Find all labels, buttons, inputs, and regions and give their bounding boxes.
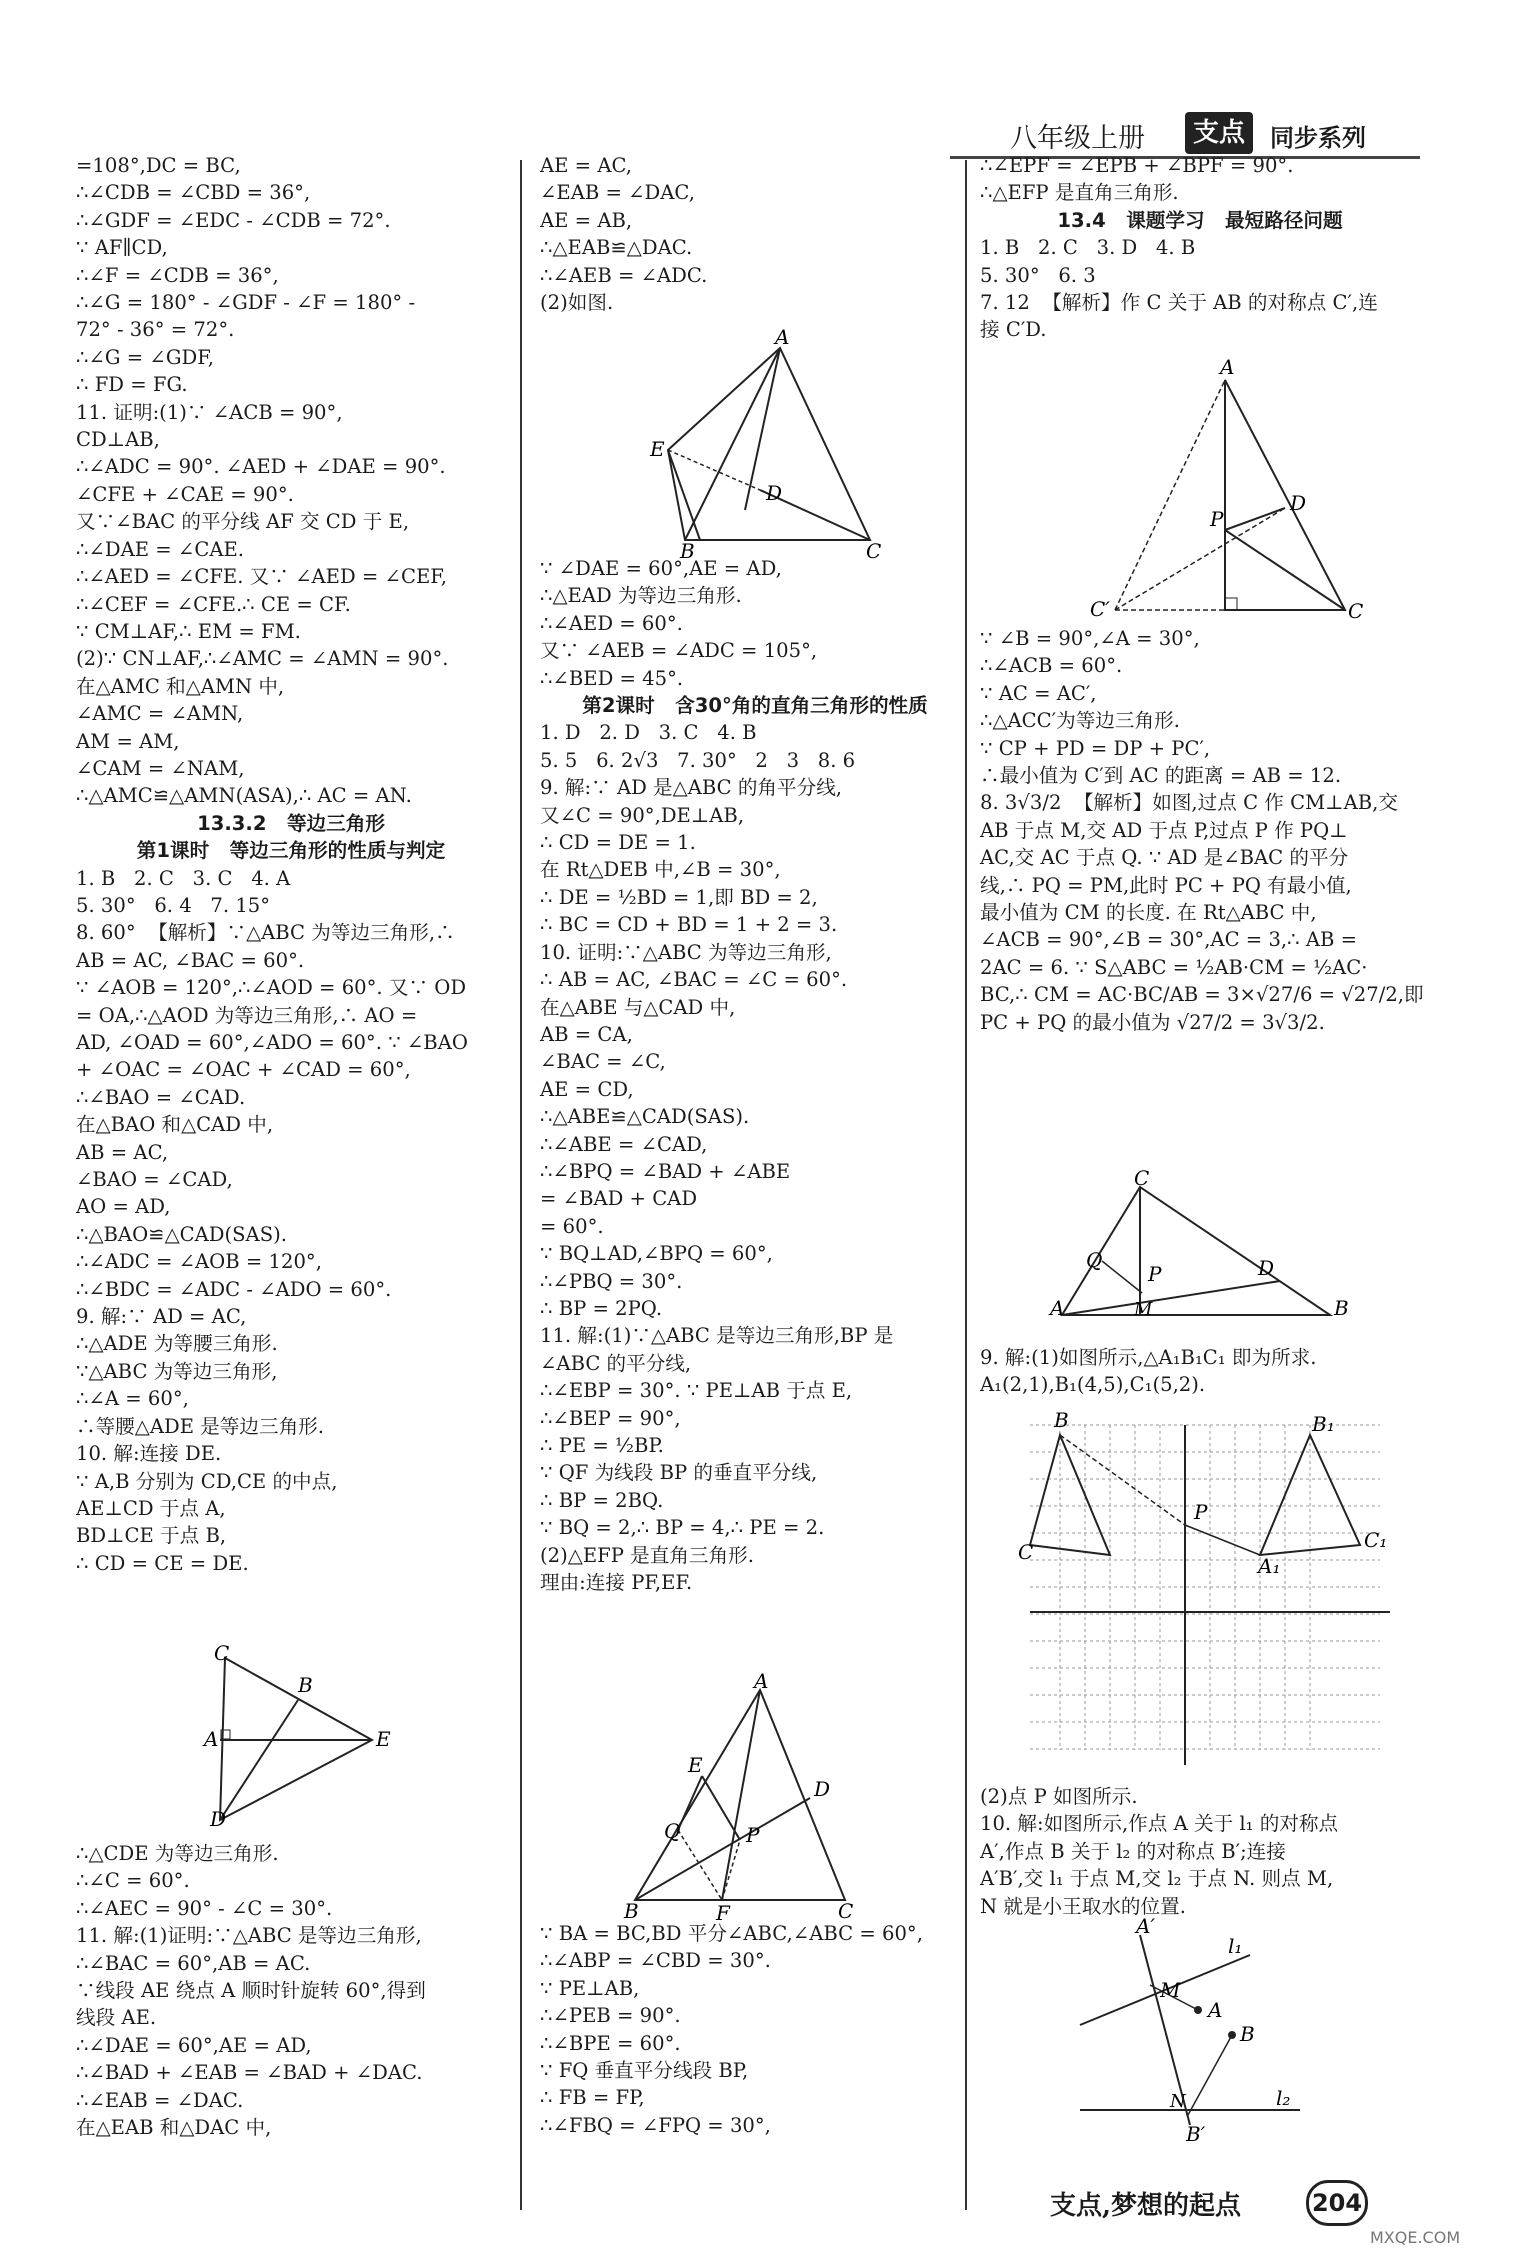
text-line: 11. 解:(1)证明:∵△ABC 是等边三角形,: [76, 1924, 422, 1948]
svg-text:A₁: A₁: [1258, 1554, 1281, 1578]
text-line: A′B′,交 l₁ 于点 M,交 l₂ 于点 N. 则点 M,: [980, 1867, 1334, 1891]
svg-text:C₁: C₁: [1364, 1528, 1388, 1552]
text-line: BD⊥CE 于点 B,: [76, 1524, 227, 1548]
figure-eabd: [640, 325, 890, 563]
svg-text:M: M: [1160, 1978, 1181, 2002]
text-line: ∴△EAD 为等边三角形.: [540, 584, 742, 608]
text-line: AB 于点 M,交 AD 于点 P,过点 P 作 PQ⊥: [980, 818, 1348, 842]
series-label: 同步系列: [1270, 124, 1366, 152]
text-line: ∴∠CEF = ∠CFE.∴ CE = CF.: [76, 592, 351, 616]
text-line: ∴∠ADC = ∠AOB = 120°,: [76, 1250, 322, 1274]
text-line: ∵ ∠AOB = 120°,∴∠AOD = 60°. 又∵ OD: [76, 976, 467, 1000]
text-line: AB = AC,: [76, 1140, 169, 1164]
svg-text:A: A: [1050, 1296, 1065, 1320]
text-line: ∠BAO = ∠CAD,: [76, 1168, 233, 1192]
svg-text:C: C: [214, 1641, 230, 1665]
svg-text:B: B: [298, 1673, 313, 1697]
text-line: = ∠BAD + CAD: [540, 1187, 698, 1211]
svg-text:C: C: [1018, 1540, 1034, 1564]
text-line: 在△ABE 与△CAD 中,: [540, 995, 736, 1019]
text-line: ∠BAC = ∠C,: [540, 1050, 666, 1074]
text-line: ∴∠F = ∠CDB = 36°,: [76, 263, 279, 287]
svg-text:D: D: [814, 1777, 831, 1801]
svg-text:A′: A′: [1136, 1914, 1155, 1938]
column-2-end: [540, 1920, 970, 2139]
figure-water-lines: [1060, 1915, 1320, 2145]
text-line: ∴ FB = FP,: [540, 2086, 645, 2110]
text-line: (2)△EFP 是直角三角形.: [540, 1543, 754, 1567]
text-line: = OA,∴△AOD 为等边三角形,∴ AO =: [76, 1003, 418, 1027]
text-line: ∴∠AED = ∠CFE. 又∵ ∠AED = ∠CEF,: [76, 565, 448, 589]
svg-text:E: E: [688, 1753, 703, 1777]
text-line: ∴ PE = ½BP.: [540, 1434, 664, 1457]
text-line: 7. 12 【解析】作 C 关于 AB 的对称点 C′,连: [980, 291, 1378, 315]
svg-text:B: B: [624, 1899, 639, 1923]
column-1: [76, 152, 506, 1577]
svg-text:N: N: [1170, 2091, 1186, 2112]
svg-text:B: B: [1334, 1296, 1349, 1320]
text-line: AE = AC,: [540, 154, 632, 177]
text-line: AD, ∠OAD = 60°,∠ADO = 60°. ∵ ∠BAO: [76, 1031, 468, 1054]
text-line: 理由:连接 PF,EF.: [540, 1571, 693, 1595]
svg-text:Q: Q: [664, 1819, 681, 1843]
text-line: ∴∠BAD + ∠EAB = ∠BAD + ∠DAC.: [76, 2061, 423, 2085]
text-line: 第2课时 含30°角的直角三角形的性质: [582, 694, 928, 718]
text-line: ∴∠EBP = 30°. ∵ PE⊥AB 于点 E,: [540, 1379, 853, 1403]
text-line: ∴△ABE≌△CAD(SAS).: [540, 1105, 750, 1129]
text-line: ∴∠FBQ = ∠FPQ = 30°,: [540, 2113, 771, 2137]
text-line: 又∵ ∠AEB = ∠ADC = 105°,: [540, 639, 818, 663]
text-line: ∴△EFP 是直角三角形.: [980, 181, 1179, 205]
text-line: ∵ ∠B = 90°,∠A = 30°,: [980, 627, 1200, 650]
text-line: N 就是小王取水的位置.: [980, 1894, 1186, 1918]
svg-text:C: C: [866, 539, 882, 563]
svg-text:P: P: [746, 1823, 760, 1847]
text-line: ∴∠AED = 60°.: [540, 611, 683, 635]
text-line: ∴△EAB≌△DAC.: [540, 236, 693, 260]
text-line: ∴ CD = DE = 1.: [540, 831, 696, 855]
text-line: ∠AMC = ∠AMN,: [76, 702, 244, 726]
column-3-continued: [980, 625, 1424, 1036]
text-line: ∴等腰△ADE 是等边三角形.: [76, 1414, 325, 1438]
text-line: ∴∠BPE = 60°.: [540, 2031, 681, 2055]
text-line: ∴∠BPQ = ∠BAD + ∠ABE: [540, 1159, 791, 1183]
text-line: ∴ BC = CD + BD = 1 + 2 = 3.: [540, 913, 838, 937]
figure-cmpq: [1050, 1166, 1350, 1320]
text-line: ∵ QF 为线段 BP 的垂直平分线,: [540, 1461, 818, 1485]
svg-text:F: F: [716, 1901, 730, 1925]
svg-text:B: B: [1054, 1408, 1069, 1432]
text-line: ∠EAB = ∠DAC,: [540, 181, 695, 205]
text-line: AE = CD,: [540, 1077, 634, 1101]
text-line: A₁(2,1),B₁(4,5),C₁(5,2).: [980, 1373, 1206, 1397]
text-line: 9. 解:∵ AD = AC,: [76, 1305, 247, 1329]
column-3: [980, 152, 1420, 344]
text-line: ∴ CD = CE = DE.: [76, 1551, 249, 1575]
text-line: 1. B 2. C 3. C 4. A: [76, 866, 291, 890]
text-line: ∴ DE = ½BD = 1,即 BD = 2,: [540, 885, 818, 909]
footer-slogan: 支点,梦想的起点: [1050, 2191, 1242, 2221]
text-line: ∵ CP + PD = DP + PC′,: [980, 736, 1211, 760]
svg-text:M: M: [1134, 1299, 1153, 1320]
figure-reflection-c: [1080, 355, 1364, 623]
text-line: + ∠OAC = ∠OAC + ∠CAD = 60°,: [76, 1058, 411, 1082]
svg-text:C: C: [838, 1899, 854, 1923]
text-line: 10. 解:连接 DE.: [76, 1442, 222, 1466]
svg-text:l₁: l₁: [1228, 1934, 1243, 1958]
text-line: ∴ AB = AC, ∠BAC = ∠C = 60°.: [540, 968, 848, 992]
text-line: 8. 3√3/2 【解析】如图,过点 C 作 CM⊥AB,交: [980, 791, 1398, 815]
text-line: ∵ BA = BC,BD 平分∠ABC,∠ABC = 60°,: [540, 1922, 923, 1945]
text-line: ∴ BP = 2BQ.: [540, 1488, 664, 1512]
svg-text:E: E: [376, 1727, 391, 1751]
text-line: ∴∠CDB = ∠CBD = 36°,: [76, 181, 311, 205]
svg-text:A: A: [775, 325, 790, 349]
text-line: ∵ FQ 垂直平分线段 BP,: [540, 2059, 749, 2083]
column-2: [540, 152, 970, 316]
text-line: 线段 AE.: [76, 2006, 157, 2030]
text-line: AE = AB,: [540, 208, 633, 232]
figure-coordinate-grid: [1020, 1405, 1400, 1775]
text-line: 11. 证明:(1)∵ ∠ACB = 90°,: [76, 400, 343, 424]
text-line: ∵ BQ = 2,∴ BP = 4,∴ PE = 2.: [540, 1516, 825, 1540]
svg-text:B: B: [680, 539, 695, 563]
text-line: AM = AM,: [76, 729, 180, 753]
text-line: 72° - 36° = 72°.: [76, 318, 235, 342]
text-line: ∴∠BED = 45°.: [540, 666, 684, 690]
svg-text:A: A: [1208, 1998, 1223, 2022]
text-line: ∴∠AEC = 90° - ∠C = 30°.: [76, 1896, 333, 1920]
text-line: 第1课时 等边三角形的性质与判定: [136, 839, 446, 863]
column-1-continued: [76, 1840, 506, 2141]
text-line: ∴∠PBQ = 30°.: [540, 1269, 683, 1293]
svg-text:P: P: [1194, 1500, 1208, 1524]
text-line: 在△EAB 和△DAC 中,: [76, 2116, 272, 2140]
column-3-q10: [980, 1783, 1420, 1920]
text-line: 5. 5 6. 2√3 7. 30° 2 3 8. 6: [540, 748, 856, 772]
text-line: ∴△ACC′为等边三角形.: [980, 709, 1180, 733]
text-line: ∴∠ADC = 90°. ∠AED + ∠DAE = 90°.: [76, 455, 446, 479]
text-line: 9. 解:∵ AD 是△ABC 的角平分线,: [540, 776, 843, 800]
column-3-q9: [980, 1344, 1420, 1399]
text-line: 1. B 2. C 3. D 4. B: [980, 236, 1196, 260]
svg-text:D: D: [210, 1807, 227, 1831]
text-line: AC,交 AC 于点 Q. ∵ AD 是∠BAC 的平分: [980, 846, 1349, 870]
text-line: 2AC = 6. ∵ S△ABC = ½AB·CM = ½AC·: [980, 955, 1368, 979]
text-line: (2)点 P 如图所示.: [980, 1785, 1138, 1808]
text-line: ∵ BQ⊥AD,∠BPQ = 60°,: [540, 1242, 773, 1266]
text-line: ∴∠BAC = 60°,AB = AC.: [76, 1951, 311, 1975]
text-line: 5. 30° 6. 4 7. 15°: [76, 893, 271, 917]
text-line: 接 C′D.: [980, 318, 1047, 342]
text-line: 又∠C = 90°,DE⊥AB,: [540, 803, 745, 827]
text-line: 8. 60° 【解析】∵△ABC 为等边三角形,∴: [76, 921, 455, 945]
text-line: ∵ AC = AC′,: [980, 681, 1097, 705]
text-line: ∴∠BAO = ∠CAD.: [76, 1085, 246, 1109]
text-line: ∴∠PEB = 90°.: [540, 2004, 681, 2028]
text-line: ∵ AF∥CD,: [76, 236, 168, 260]
column-2-continued: [540, 555, 970, 1596]
text-line: ∴∠A = 60°,: [76, 1387, 189, 1411]
svg-text:E: E: [650, 437, 665, 461]
text-line: ∴△CDE 为等边三角形.: [76, 1842, 279, 1865]
page-number: 204: [1306, 2180, 1368, 2226]
figure-cde-triangle: [190, 1641, 400, 1831]
text-line: AB = AC, ∠BAC = 60°.: [76, 948, 305, 972]
svg-text:A: A: [1220, 355, 1235, 379]
text-line: 13.3.2 等边三角形: [197, 811, 385, 835]
text-line: ∠CFE + ∠CAE = 90°.: [76, 482, 294, 506]
text-line: 又∵∠BAC 的平分线 AF 交 CD 于 E,: [76, 510, 410, 534]
brand-logo: 支点: [1185, 112, 1253, 154]
figure-equilateral-pq: [620, 1669, 854, 1925]
text-line: 在△AMC 和△AMN 中,: [76, 674, 285, 698]
svg-text:D: D: [1258, 1256, 1275, 1280]
text-line: ∴∠EPF = ∠EPB + ∠BPF = 90°.: [980, 154, 1294, 177]
text-line: A′,作点 B 关于 l₂ 的对称点 B′;连接: [980, 1839, 1286, 1863]
text-line: ∴∠C = 60°.: [76, 1869, 190, 1893]
text-line: ∵ A,B 分别为 CD,CE 的中点,: [76, 1469, 338, 1493]
svg-text:A: A: [204, 1727, 219, 1751]
text-line: ∴ BP = 2PQ.: [540, 1296, 663, 1320]
text-line: ∵ ∠DAE = 60°,AE = AD,: [540, 557, 782, 580]
svg-text:P: P: [1210, 507, 1224, 531]
svg-text:A: A: [754, 1669, 769, 1693]
text-line: ∴∠BDC = ∠ADC - ∠ADO = 60°.: [76, 1277, 392, 1301]
text-line: ∴△ADE 为等腰三角形.: [76, 1332, 278, 1356]
text-line: 线,∴ PQ = PM,此时 PC + PQ 有最小值,: [980, 873, 1352, 897]
text-line: ∴∠G = ∠GDF,: [76, 345, 214, 369]
text-line: (2)如图.: [540, 291, 614, 315]
text-line: ∴∠ABE = ∠CAD,: [540, 1132, 708, 1156]
text-line: PC + PQ 的最小值为 √27/2 = 3√3/2.: [980, 1010, 1325, 1034]
text-line: ∴∠EAB = ∠DAC.: [76, 2088, 244, 2112]
text-line: ∵ PE⊥AB,: [540, 1976, 640, 2000]
svg-text:D: D: [1290, 491, 1307, 515]
svg-text:B: B: [1240, 2022, 1255, 2046]
text-line: ∴∠ACB = 60°.: [980, 654, 1123, 678]
text-line: ∵△ABC 为等边三角形,: [76, 1359, 278, 1383]
text-line: ∴∠AEB = ∠ADC.: [540, 263, 708, 287]
column-divider-1: [520, 160, 522, 2210]
text-line: 13.4 课题学习 最短路径问题: [1057, 208, 1343, 232]
text-line: BC,∴ CM = AC·BC/AB = 3×√27/6 = √27/2,即: [980, 983, 1424, 1007]
text-line: (2)∵ CN⊥AF,∴∠AMC = ∠AMN = 90°.: [76, 647, 449, 671]
text-line: ∵线段 AE 绕点 A 顺时针旋转 60°,得到: [76, 1979, 426, 2003]
text-line: AO = AD,: [76, 1195, 171, 1219]
text-line: 在 Rt△DEB 中,∠B = 30°,: [540, 858, 781, 882]
text-line: ∴∠ABP = ∠CBD = 30°.: [540, 1949, 771, 1973]
svg-text:P: P: [1148, 1262, 1162, 1286]
text-line: 在△BAO 和△CAD 中,: [76, 1113, 274, 1137]
text-line: ∠ACB = 90°,∠B = 30°,AC = 3,∴ AB =: [980, 928, 1358, 952]
text-line: 9. 解:(1)如图所示,△A₁B₁C₁ 即为所求.: [980, 1346, 1317, 1369]
text-line: ∴∠DAE = 60°,AE = AD,: [76, 2033, 312, 2057]
text-line: 10. 证明:∵△ABC 为等边三角形,: [540, 940, 832, 964]
svg-text:C: C: [1348, 599, 1364, 623]
grade-label: 八年级上册: [1010, 123, 1145, 154]
text-line: =108°,DC = BC,: [76, 154, 241, 177]
text-line: ∴最小值为 C′到 AC 的距离 = AB = 12.: [980, 764, 1342, 788]
text-line: = 60°.: [540, 1214, 604, 1238]
svg-text:C′: C′: [1090, 597, 1110, 621]
svg-text:C: C: [1134, 1166, 1150, 1190]
text-line: ∴ FD = FG.: [76, 373, 188, 397]
text-line: ∴∠GDF = ∠EDC - ∠CDB = 72°.: [76, 208, 391, 232]
text-line: 5. 30° 6. 3: [980, 263, 1096, 287]
text-line: ∴△AMC≌△AMN(ASA),∴ AC = AN.: [76, 784, 412, 808]
text-line: CD⊥AB,: [76, 428, 160, 452]
svg-text:Q: Q: [1086, 1248, 1103, 1272]
svg-text:B′: B′: [1186, 2122, 1206, 2146]
watermark: MXQE.COM: [1370, 2228, 1461, 2247]
text-line: ∠ABC 的平分线,: [540, 1351, 692, 1375]
text-line: ∠CAM = ∠NAM,: [76, 756, 245, 780]
svg-text:D: D: [766, 481, 783, 505]
text-line: ∴∠DAE = ∠CAE.: [76, 537, 245, 561]
text-line: AE⊥CD 于点 A,: [76, 1496, 226, 1520]
text-line: 10. 解:如图所示,作点 A 关于 l₁ 的对称点: [980, 1812, 1339, 1836]
text-line: ∴∠G = 180° - ∠GDF - ∠F = 180° -: [76, 291, 416, 315]
text-line: 11. 解:(1)∵△ABC 是等边三角形,BP 是: [540, 1324, 894, 1348]
text-line: AB = CA,: [540, 1022, 633, 1046]
svg-text:B₁: B₁: [1312, 1412, 1335, 1436]
text-line: ∵ CM⊥AF,∴ EM = FM.: [76, 619, 301, 643]
text-line: ∴△BAO≌△CAD(SAS).: [76, 1222, 287, 1246]
text-line: ∴∠BEP = 90°,: [540, 1406, 681, 1430]
svg-text:l₂: l₂: [1276, 2086, 1291, 2110]
text-line: 最小值为 CM 的长度. 在 Rt△ABC 中,: [980, 901, 1317, 925]
text-line: 1. D 2. D 3. C 4. B: [540, 721, 757, 745]
